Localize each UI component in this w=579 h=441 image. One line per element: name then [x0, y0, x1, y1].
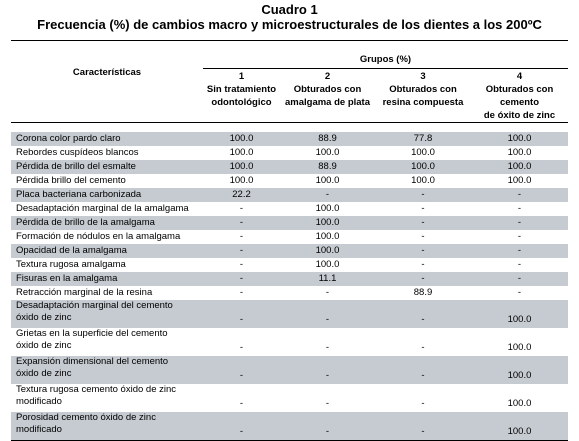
row-label-cell — [11, 216, 203, 230]
value-cell-group-1: - — [239, 287, 244, 298]
value-cell-group-1: - — [203, 244, 280, 258]
row-label: Textura rugosa cemento óxido de zinc — [16, 384, 177, 395]
group-desc-line2: resina compuesta — [382, 97, 464, 108]
value-cell-group-2: 100.0 — [315, 203, 340, 214]
group-desc-line1: Sin tratamiento — [206, 84, 277, 95]
value-cell-group-1: - — [239, 342, 244, 353]
value-cell-group-4: 100.0 — [507, 342, 532, 353]
value-cell-group-1: - — [203, 300, 280, 328]
row-label-cell — [11, 272, 203, 286]
table-row — [11, 412, 568, 441]
value-cell-group-1: - — [203, 412, 280, 441]
row-label: Formación de nódulos en la amalgama — [16, 231, 181, 242]
value-cell-group-1: - — [239, 398, 244, 409]
value-cell-group-4: 100.0 — [507, 175, 532, 186]
value-cell-group-4: - — [517, 259, 522, 270]
value-cell-group-4: - — [471, 188, 568, 202]
value-cell-group-2: 11.1 — [280, 272, 375, 286]
row-label: Textura rugosa amalgama — [16, 259, 126, 270]
table-row — [11, 188, 568, 202]
table-row — [11, 272, 568, 286]
row-label-cell — [11, 412, 203, 441]
row-label: Porosidad cemento óxido de zinc — [16, 412, 156, 423]
row-label-cell — [11, 146, 203, 160]
row-label: Desadaptación marginal del cemento — [16, 300, 173, 311]
value-cell-group-4: - — [471, 244, 568, 258]
value-cell-group-2: - — [325, 398, 330, 409]
row-label: Grietas en la superficie del cemento — [16, 328, 168, 339]
row-label-cell — [11, 160, 203, 174]
value-cell-group-3: - — [375, 216, 471, 230]
row-label-continuation: óxido de zinc — [16, 368, 72, 379]
group-desc-line2: odontológico — [211, 97, 272, 108]
table-row — [11, 160, 568, 174]
row-label-continuation: modificado — [16, 424, 62, 435]
value-cell-group-3: - — [421, 398, 425, 409]
table-header — [11, 41, 568, 133]
value-cell-group-1: 100.0 — [203, 160, 280, 174]
value-cell-group-1: 100.0 — [229, 147, 254, 158]
table-row — [11, 356, 568, 384]
row-label-cell — [11, 230, 203, 244]
table-row — [11, 132, 568, 146]
table-row — [11, 174, 568, 188]
group-number: 1 — [238, 71, 245, 82]
value-cell-group-4: 100.0 — [471, 300, 568, 328]
row-label-cell — [11, 132, 203, 146]
value-cell-group-2: - — [280, 356, 375, 384]
value-cell-group-2: 100.0 — [315, 231, 340, 242]
value-cell-group-3: - — [421, 203, 425, 214]
value-cell-group-4: - — [517, 287, 522, 298]
table-row — [11, 230, 568, 244]
value-cell-group-2: - — [280, 412, 375, 441]
value-cell-group-1: 22.2 — [203, 188, 280, 202]
value-cell-group-3: 88.9 — [413, 287, 433, 298]
row-label: Placa bacteriana carbonizada — [16, 189, 142, 200]
value-cell-group-2: - — [280, 300, 375, 328]
row-label-cell — [11, 286, 203, 300]
value-cell-group-4: - — [471, 216, 568, 230]
value-cell-group-4: 100.0 — [471, 132, 568, 146]
value-cell-group-2: 88.9 — [280, 160, 375, 174]
value-cell-group-2: 100.0 — [315, 175, 340, 186]
value-cell-group-3: - — [375, 300, 471, 328]
row-label-cell — [11, 356, 203, 384]
table-row — [11, 258, 568, 272]
table-row — [11, 216, 568, 230]
value-cell-group-4: - — [517, 231, 522, 242]
value-cell-group-1: - — [239, 203, 244, 214]
row-label: Pérdida de brillo del esmalte — [16, 161, 136, 172]
value-cell-group-1: 100.0 — [203, 132, 280, 146]
value-cell-group-3: 77.8 — [375, 132, 471, 146]
table-subtitle: Frecuencia (%) de cambios macro y microestructurales de los dientes a los 200ºC — [37, 17, 542, 32]
row-label: Fisuras en la amalgama — [16, 273, 118, 284]
value-cell-group-4: - — [471, 272, 568, 286]
row-label-cell — [11, 244, 203, 258]
row-label: Pérdida brillo del cemento — [16, 175, 126, 186]
group-number: 2 — [324, 71, 331, 82]
table-row — [11, 286, 568, 300]
row-label-continuation: óxido de zinc — [16, 340, 72, 351]
groups-header: Grupos (%) — [203, 51, 568, 69]
row-label-cell — [11, 188, 203, 202]
value-cell-group-3: - — [421, 231, 425, 242]
table-row — [11, 300, 568, 328]
value-cell-group-2: - — [325, 342, 330, 353]
row-label: Pérdida de brillo de la amalgama — [16, 217, 155, 228]
value-cell-group-2: 100.0 — [280, 216, 375, 230]
group-header-4 — [471, 69, 568, 123]
value-cell-group-3: - — [375, 188, 471, 202]
value-cell-group-3: - — [375, 244, 471, 258]
value-cell-group-2: 100.0 — [280, 244, 375, 258]
row-label-cell — [11, 202, 203, 216]
row-label: Expansión dimensional del cemento — [16, 356, 169, 367]
table-title: Cuadro 1 — [261, 2, 318, 17]
value-cell-group-3: - — [375, 272, 471, 286]
value-cell-group-1: - — [239, 259, 244, 270]
group-desc-line1: Obturados con — [389, 84, 457, 95]
row-label-cell — [11, 174, 203, 188]
value-cell-group-2: - — [280, 188, 375, 202]
row-label-cell — [11, 384, 203, 412]
row-label-continuation: óxido de zinc — [16, 312, 72, 323]
row-label: Corona color pardo claro — [16, 133, 121, 144]
group-header-1 — [203, 69, 280, 123]
value-cell-group-3: 100.0 — [411, 147, 435, 158]
table-row — [11, 384, 568, 412]
row-label: Opacidad de la amalgama — [16, 245, 127, 256]
value-cell-group-1: - — [203, 356, 280, 384]
value-cell-group-2: 100.0 — [315, 259, 340, 270]
row-label-cell — [11, 258, 203, 272]
group-desc-line2: amalgama de plata — [284, 97, 370, 108]
value-cell-group-1: - — [239, 231, 244, 242]
row-label: Rebordes cuspídeos blancos — [16, 147, 139, 158]
value-cell-group-4: 100.0 — [471, 412, 568, 441]
table-row — [11, 244, 568, 258]
value-cell-group-4: 100.0 — [471, 160, 568, 174]
value-cell-group-3: - — [375, 412, 471, 441]
value-cell-group-4: - — [517, 203, 522, 214]
group-number: 4 — [516, 71, 523, 82]
value-cell-group-4: 100.0 — [507, 398, 532, 409]
row-label-cell — [11, 300, 203, 328]
value-cell-group-2: - — [325, 287, 330, 298]
value-cell-group-2: 88.9 — [280, 132, 375, 146]
value-cell-group-4: 100.0 — [471, 356, 568, 384]
group-header-3 — [375, 69, 471, 123]
row-label-cell — [11, 328, 203, 356]
data-table — [11, 40, 568, 441]
group-number: 3 — [420, 71, 426, 82]
value-cell-group-2: 100.0 — [315, 147, 340, 158]
table-caption — [0, 2, 579, 32]
row-label: Retracción marginal de la resina — [16, 287, 153, 298]
value-cell-group-1: - — [203, 216, 280, 230]
group-desc-line2: de óxito de zinc — [483, 110, 556, 121]
value-cell-group-4: 100.0 — [507, 147, 532, 158]
table-row — [11, 146, 568, 160]
value-cell-group-3: - — [421, 259, 425, 270]
value-cell-group-3: - — [375, 356, 471, 384]
row-label: Desadaptación marginal de la amalgama — [16, 203, 189, 214]
value-cell-group-1: 100.0 — [229, 175, 254, 186]
value-cell-group-3: 100.0 — [375, 160, 471, 174]
value-cell-group-3: 100.0 — [411, 175, 435, 186]
group-desc-line1: Obturados con — [293, 84, 362, 95]
group-header-2 — [280, 69, 375, 123]
row-label-continuation: modificado — [16, 396, 62, 407]
table-row — [11, 202, 568, 216]
group-desc-line1: Obturados con cemento — [485, 84, 554, 108]
characteristics-header: Características — [72, 67, 142, 78]
value-cell-group-3: - — [421, 342, 425, 353]
value-cell-group-1: - — [203, 272, 280, 286]
table-row — [11, 328, 568, 356]
table-body — [11, 132, 568, 441]
